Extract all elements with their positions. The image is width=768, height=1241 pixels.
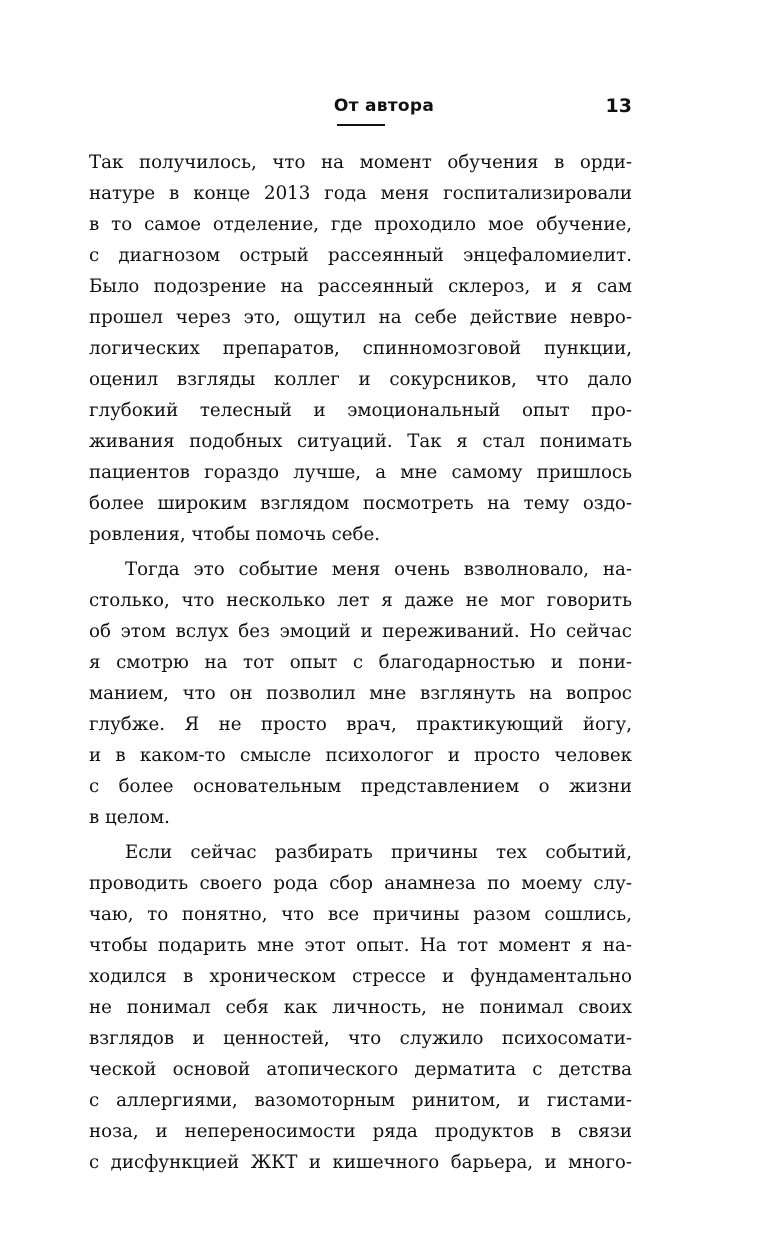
text-line: пациентов гораздо лучше, а мне самому пришлось	[89, 462, 632, 483]
text-line: не понимал себя как личность, не понимал своих	[89, 997, 632, 1018]
text-line: в то самое отделение, где проходило мое обучение,	[89, 214, 632, 235]
text-line: прошел через это, ощутил на себе действие невро-	[89, 307, 632, 328]
text-line: натуре в конце 2013 года меня госпитализировали	[89, 183, 632, 204]
text-line: в целом.	[89, 807, 170, 828]
page-number: 13	[605, 95, 632, 117]
text-line: ходился в хроническом стрессе и фундаментально	[89, 966, 632, 987]
text-line: манием, что он позволил мне взглянуть на вопрос	[89, 683, 632, 704]
text-line: оценил взгляды коллег и сокурсников, что дало	[89, 369, 632, 390]
text-line: с более основательным представлением о жизни	[89, 776, 632, 797]
text-line: ческой основой атопического дерматита с детства	[89, 1059, 632, 1080]
text-line: ноза, и непереносимости ряда продуктов в связи	[89, 1121, 632, 1142]
body-text	[89, 147, 632, 1178]
text-line: Было подозрение на рассеянный склероз, и я сам	[89, 276, 632, 297]
text-line: живания подобных ситуаций. Так я стал понимать	[89, 431, 632, 452]
section-title: От автора	[333, 96, 435, 116]
title-underline	[337, 124, 385, 126]
text-line: более широким взглядом посмотреть на тему оздо-	[89, 493, 632, 514]
text-line: Если сейчас разбирать причины тех событий,	[125, 842, 632, 863]
text-line: чаю, то понятно, что все причины разом сошлись,	[89, 904, 632, 925]
text-line: об этом вслух без эмоций и переживаний. Но сейчас	[89, 621, 632, 642]
paragraph-2	[89, 554, 632, 833]
text-line: и в каком-то смысле психологог и просто человек	[89, 745, 632, 766]
text-line: Тогда это событие меня очень взволновало, на-	[125, 559, 632, 580]
running-head	[0, 94, 768, 134]
text-line: с дисфункцией ЖКТ и кишечного барьера, и много-	[89, 1152, 632, 1173]
text-line: чтобы подарить мне этот опыт. На тот момент я на-	[89, 935, 632, 956]
text-line: ровления, чтобы помочь себе.	[89, 524, 380, 545]
text-line: с диагнозом острый рассеянный энцефаломиелит.	[89, 245, 632, 266]
text-line: столько, что несколько лет я даже не мог говорить	[89, 590, 632, 611]
text-line: взглядов и ценностей, что служило психосомати-	[89, 1028, 632, 1049]
paragraph-3	[89, 837, 632, 1178]
text-line: проводить своего рода сбор анамнеза по моему слу-	[89, 873, 632, 894]
text-line: глубже. Я не просто врач, практикующий йогу,	[89, 714, 632, 735]
paragraph-1	[89, 147, 632, 550]
text-line: с аллергиями, вазомоторным ринитом, и гистами-	[89, 1090, 632, 1111]
text-line: глубокий телесный и эмоциональный опыт про-	[89, 400, 632, 421]
text-line: логических препаратов, спинномозговой пункции,	[89, 338, 632, 359]
text-line: Так получилось, что на момент обучения в орди-	[89, 152, 632, 173]
text-line: я смотрю на тот опыт с благодарностью и пони-	[89, 652, 632, 673]
